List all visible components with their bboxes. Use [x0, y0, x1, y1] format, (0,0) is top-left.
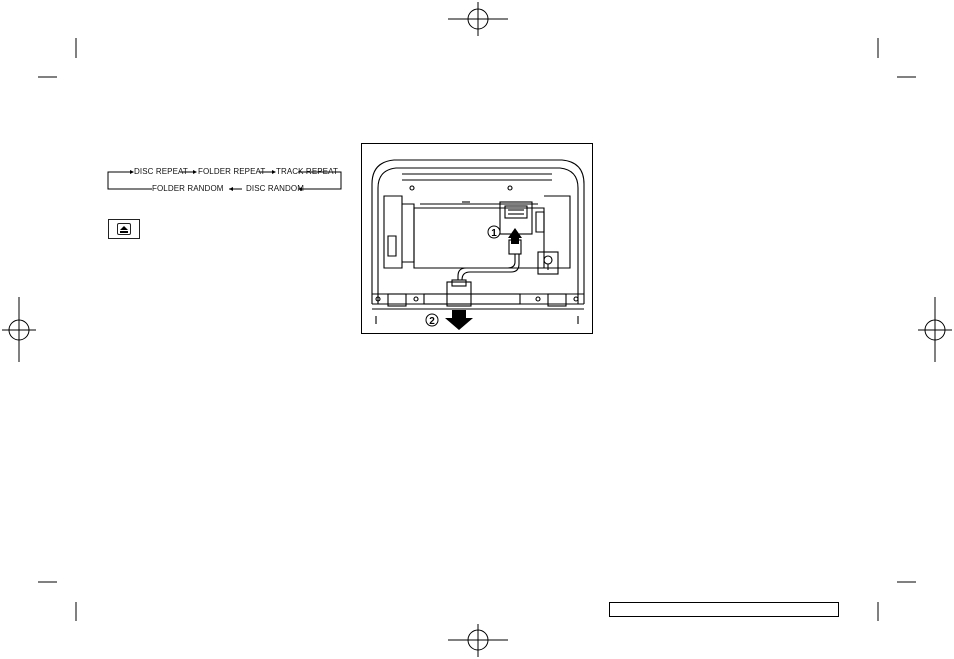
illustration-drawing [362, 144, 592, 333]
eject-icon [120, 226, 128, 233]
arrow-right-icon [193, 170, 197, 174]
footer-box [609, 602, 839, 617]
flow-label-track-repeat: TRACK REPEAT [276, 167, 338, 176]
svg-text:1: 1 [491, 228, 497, 239]
flow-label-folder-repeat: FOLDER REPEAT [198, 167, 266, 176]
flow-label-disc-random: DISC RANDOM [246, 184, 304, 193]
flow-label-folder-random: FOLDER RANDOM [152, 184, 224, 193]
arrow-left-icon [229, 187, 233, 191]
arrow-up-icon [508, 228, 522, 244]
connector-removal-illustration [361, 143, 593, 334]
eject-key [117, 223, 131, 235]
svg-text:2: 2 [429, 316, 435, 327]
arrow-down-icon [445, 310, 473, 330]
eject-button[interactable] [108, 219, 140, 239]
flow-label-disc-repeat: DISC REPEAT [134, 167, 188, 176]
